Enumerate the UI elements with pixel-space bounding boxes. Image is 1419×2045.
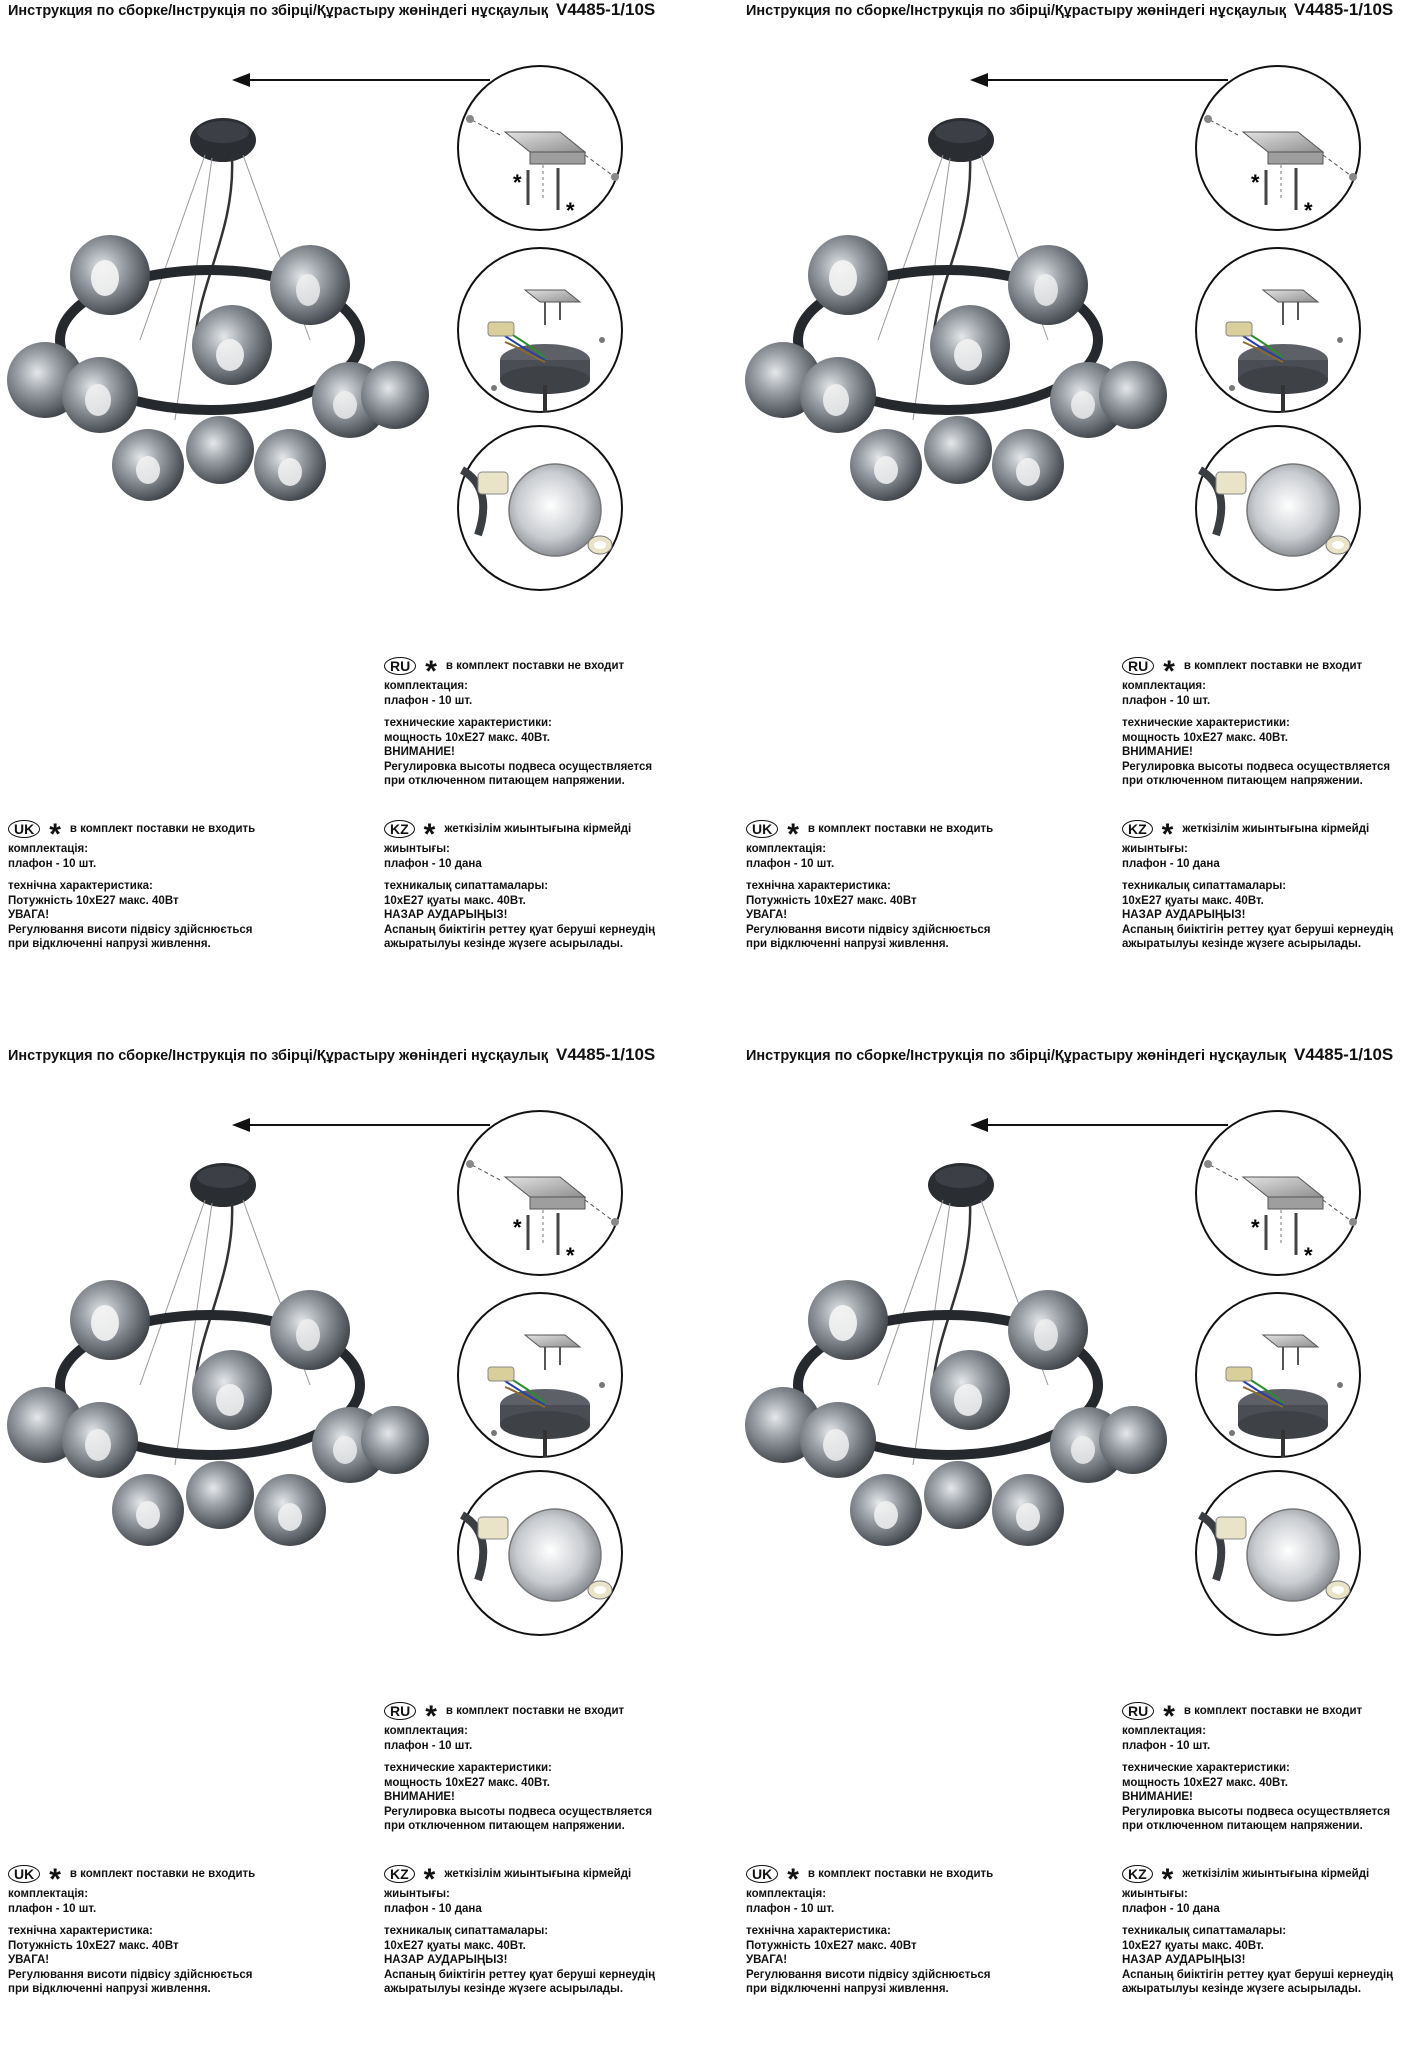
title-text: Инструкция по сборке/Інструкція по збірці/Құрастыру жөніндегі нұсқаулық — [8, 3, 548, 19]
kit-label: комплектация: — [384, 680, 468, 692]
warning-label: НАЗАР АУДАРЫҢЫЗ! — [384, 909, 508, 921]
instruction-sheet — [738, 0, 1419, 1000]
model-number: V4485-1/10S — [556, 1045, 656, 1064]
detail-shade-mounting — [1196, 426, 1360, 590]
kit-value: плафон - 10 шт. — [384, 1739, 473, 1752]
info-block-ru — [384, 1700, 652, 1834]
instruction-sheet — [738, 1045, 1419, 2045]
not-included-mark-1: * — [513, 1215, 522, 1240]
spec-value: Потужність 10хЕ27 макс. 40Вт — [8, 1939, 179, 1952]
warning-text-1: Аспаның биіктігін реттеу қуат беруші кернеудің — [384, 923, 656, 936]
spec-value: мощность 10хЕ27 макс. 40Вт. — [1122, 1776, 1288, 1789]
warning-text-2: ажыратылуы кезінде жүзеге асырылады. — [1122, 1983, 1362, 1995]
lang-badge-ru: RU — [384, 1702, 416, 1720]
kit-label: комплектація: — [746, 1888, 827, 1900]
detail-wiring — [1196, 248, 1360, 412]
instruction-sheet — [0, 0, 709, 1000]
instruction-sheet — [0, 1045, 709, 2045]
warning-text-2: ажыратылуы кезінде жүзеге асырылады. — [384, 1983, 624, 1995]
warning-text-2: при отключенном питающем напряжении. — [384, 1820, 625, 1832]
arrow-to-detail — [232, 1118, 490, 1132]
kit-label: комплектація: — [746, 843, 827, 855]
warning-text-2: при відключенні напрузі живлення. — [8, 938, 211, 950]
spec-label: технические характеристики: — [1122, 1762, 1290, 1774]
warning-text-2: ажыратылуы кезінде жүзеге асырылады. — [1122, 938, 1362, 950]
warning-label: ВНИМАНИЕ! — [384, 1791, 455, 1803]
warning-label: УВАГА! — [746, 1954, 788, 1966]
lang-badge-kz: KZ — [1122, 1865, 1153, 1883]
warning-text-1: Аспаның биіктігін реттеу қуат беруші кернеудің — [1122, 923, 1394, 936]
title-text: Инструкция по сборке/Інструкція по збірці/Құрастыру жөніндегі нұсқаулық — [746, 1048, 1286, 1064]
warning-text-1: Регулювання висоти підвісу здійснюється — [746, 1968, 991, 1981]
spec-label: технические характеристики: — [384, 717, 552, 729]
kit-label: жиынтығы: — [1122, 843, 1188, 855]
instruction-title — [8, 1045, 655, 1065]
warning-text-2: при відключенні напрузі живлення. — [746, 1983, 949, 1995]
model-number: V4485-1/10S — [556, 0, 656, 19]
spec-value: Потужність 10хЕ27 макс. 40Вт — [746, 1939, 917, 1952]
not-included-mark-2: * — [1304, 198, 1313, 223]
arrow-to-detail — [970, 73, 1228, 87]
asterisk-icon: * — [1163, 1700, 1175, 1733]
detail-shade-mounting — [458, 426, 622, 590]
instruction-title — [746, 0, 1393, 20]
not-included-note: жеткізілім жиынтығына кірмейді — [1182, 822, 1370, 835]
info-block-kz — [1122, 1863, 1393, 1997]
spec-value: 10хЕ27 қуаты макс. 40Вт. — [384, 894, 526, 907]
ceiling-canopy — [190, 1163, 256, 1207]
kit-value: плафон - 10 дана — [1122, 1902, 1220, 1915]
kit-label: жиынтығы: — [384, 843, 450, 855]
kit-label: комплектация: — [1122, 680, 1206, 692]
model-number: V4485-1/10S — [1294, 0, 1394, 19]
kit-label: жиынтығы: — [384, 1888, 450, 1900]
warning-label: УВАГА! — [746, 909, 788, 921]
detail-mounting-bracket — [1196, 66, 1360, 230]
kit-value: плафон - 10 шт. — [1122, 1739, 1211, 1752]
warning-text-1: Аспаның биіктігін реттеу қуат беруші кернеудің — [384, 1968, 656, 1981]
lang-badge-ru: RU — [384, 657, 416, 675]
not-included-mark-2: * — [566, 1243, 575, 1268]
warning-text-1: Регулировка высоты подвеса осуществляется — [384, 760, 653, 773]
lang-badge-kz: KZ — [1122, 820, 1153, 838]
kit-value: плафон - 10 шт. — [746, 1902, 835, 1915]
lang-badge-kz: KZ — [384, 1865, 415, 1883]
kit-value: плафон - 10 шт. — [384, 694, 473, 707]
lang-badge-uk: UK — [8, 820, 40, 838]
asterisk-icon: * — [1161, 1863, 1174, 1896]
chandelier-assembly-illustration — [738, 1085, 1419, 1675]
warning-text-1: Регулировка высоты подвеса осуществляется — [1122, 760, 1391, 773]
spec-label: технічна характеристика: — [746, 880, 891, 892]
warning-text-2: ажыратылуы кезінде жүзеге асырылады. — [384, 938, 624, 950]
kit-value: плафон - 10 шт. — [8, 857, 97, 870]
detail-wiring — [458, 1293, 622, 1457]
asterisk-icon: * — [1161, 818, 1174, 851]
kit-value: плафон - 10 шт. — [1122, 694, 1211, 707]
asterisk-icon: * — [423, 818, 436, 851]
detail-mounting-bracket — [458, 66, 622, 230]
warning-text-2: при відключенні напрузі живлення. — [8, 1983, 211, 1995]
warning-label: НАЗАР АУДАРЫҢЫЗ! — [1122, 909, 1246, 921]
warning-text-2: при отключенном питающем напряжении. — [1122, 775, 1363, 787]
not-included-note: жеткізілім жиынтығына кірмейді — [1182, 1867, 1370, 1880]
instruction-title — [746, 1045, 1393, 1065]
info-block-uk — [746, 1863, 993, 1997]
warning-text-1: Регулировка высоты подвеса осуществляется — [384, 1805, 653, 1818]
warning-text-1: Регулировка высоты подвеса осуществляется — [1122, 1805, 1391, 1818]
info-block-kz — [1122, 818, 1393, 952]
not-included-note: в комплект поставки не входит — [1183, 659, 1363, 672]
lang-badge-ru: RU — [1122, 1702, 1154, 1720]
warning-text-1: Регулювання висоти підвісу здійснюється — [746, 923, 991, 936]
chandelier-assembly-illustration — [0, 40, 709, 630]
kit-value: плафон - 10 шт. — [746, 857, 835, 870]
warning-text-2: при відключенні напрузі живлення. — [746, 938, 949, 950]
not-included-note: жеткізілім жиынтығына кірмейді — [444, 822, 632, 835]
spec-label: техникалық сипаттамалары: — [1122, 1925, 1287, 1937]
detail-shade-mounting — [458, 1471, 622, 1635]
lang-badge-kz: KZ — [384, 820, 415, 838]
warning-text-1: Регулювання висоти підвісу здійснюється — [8, 1968, 253, 1981]
lang-badge-ru: RU — [1122, 657, 1154, 675]
spec-label: технические характеристики: — [1122, 717, 1290, 729]
info-block-uk — [8, 1863, 255, 1997]
not-included-note: в комплект поставки не входить — [69, 1867, 256, 1880]
spec-value: 10хЕ27 қуаты макс. 40Вт. — [1122, 1939, 1264, 1952]
detail-mounting-bracket — [1196, 1111, 1360, 1275]
warning-text-2: при отключенном питающем напряжении. — [384, 775, 625, 787]
info-block-kz — [384, 1863, 655, 1997]
ceiling-canopy — [928, 1163, 994, 1207]
kit-label: комплектація: — [8, 1888, 89, 1900]
not-included-note: в комплект поставки не входить — [69, 822, 256, 835]
spec-label: технічна характеристика: — [8, 880, 153, 892]
not-included-mark-2: * — [566, 198, 575, 223]
kit-value: плафон - 10 шт. — [8, 1902, 97, 1915]
asterisk-icon: * — [787, 1863, 799, 1896]
kit-value: плафон - 10 дана — [384, 1902, 482, 1915]
warning-text-1: Регулювання висоти підвісу здійснюється — [8, 923, 253, 936]
kit-label: комплектація: — [8, 843, 89, 855]
not-included-note: в комплект поставки не входить — [807, 822, 994, 835]
info-block-kz — [384, 818, 655, 952]
not-included-note: в комплект поставки не входит — [1183, 1704, 1363, 1717]
asterisk-icon: * — [423, 1863, 436, 1896]
lang-badge-uk: UK — [746, 1865, 778, 1883]
arrow-to-detail — [232, 73, 490, 87]
spec-value: 10хЕ27 қуаты макс. 40Вт. — [1122, 894, 1264, 907]
info-block-uk — [746, 818, 993, 952]
asterisk-icon: * — [49, 1863, 61, 1896]
warning-label: НАЗАР АУДАРЫҢЫЗ! — [1122, 1954, 1246, 1966]
kit-value: плафон - 10 дана — [384, 857, 482, 870]
spec-label: технічна характеристика: — [746, 1925, 891, 1937]
spec-value: 10хЕ27 қуаты макс. 40Вт. — [384, 1939, 526, 1952]
warning-label: ВНИМАНИЕ! — [1122, 1791, 1193, 1803]
spec-label: технічна характеристика: — [8, 1925, 153, 1937]
detail-mounting-bracket — [458, 1111, 622, 1275]
asterisk-icon: * — [1163, 655, 1175, 688]
ceiling-canopy — [928, 118, 994, 162]
spec-value: мощность 10хЕ27 макс. 40Вт. — [1122, 731, 1288, 744]
spec-label: техникалық сипаттамалары: — [384, 1925, 549, 1937]
warning-text-2: при отключенном питающем напряжении. — [1122, 1820, 1363, 1832]
lang-badge-uk: UK — [746, 820, 778, 838]
not-included-note: в комплект поставки не входит — [445, 1704, 625, 1717]
lang-badge-uk: UK — [8, 1865, 40, 1883]
spec-value: мощность 10хЕ27 макс. 40Вт. — [384, 731, 550, 744]
model-number: V4485-1/10S — [1294, 1045, 1394, 1064]
kit-label: жиынтығы: — [1122, 1888, 1188, 1900]
detail-wiring — [458, 248, 622, 412]
spec-value: мощность 10хЕ27 макс. 40Вт. — [384, 1776, 550, 1789]
title-text: Инструкция по сборке/Інструкція по збірці/Құрастыру жөніндегі нұсқаулық — [8, 1048, 548, 1064]
warning-label: ВНИМАНИЕ! — [384, 746, 455, 758]
ceiling-canopy — [190, 118, 256, 162]
info-block-ru — [384, 655, 652, 789]
not-included-note: жеткізілім жиынтығына кірмейді — [444, 1867, 632, 1880]
spec-value: Потужність 10хЕ27 макс. 40Вт — [8, 894, 179, 907]
not-included-note: в комплект поставки не входит — [445, 659, 625, 672]
not-included-mark-1: * — [513, 170, 522, 195]
warning-label: ВНИМАНИЕ! — [1122, 746, 1193, 758]
warning-label: НАЗАР АУДАРЫҢЫЗ! — [384, 1954, 508, 1966]
asterisk-icon: * — [425, 655, 437, 688]
kit-label: комплектация: — [1122, 1725, 1206, 1737]
kit-value: плафон - 10 дана — [1122, 857, 1220, 870]
warning-text-1: Аспаның биіктігін реттеу қуат беруші кернеудің — [1122, 1968, 1394, 1981]
asterisk-icon: * — [425, 1700, 437, 1733]
warning-label: УВАГА! — [8, 909, 50, 921]
kit-label: комплектация: — [384, 1725, 468, 1737]
info-block-ru — [1122, 1700, 1390, 1834]
not-included-mark-1: * — [1251, 1215, 1260, 1240]
title-text: Инструкция по сборке/Інструкція по збірці/Құрастыру жөніндегі нұсқаулық — [746, 3, 1286, 19]
warning-label: УВАГА! — [8, 1954, 50, 1966]
info-block-uk — [8, 818, 255, 952]
spec-label: технические характеристики: — [384, 1762, 552, 1774]
detail-shade-mounting — [1196, 1471, 1360, 1635]
arrow-to-detail — [970, 1118, 1228, 1132]
asterisk-icon: * — [787, 818, 799, 851]
not-included-mark-2: * — [1304, 1243, 1313, 1268]
spec-label: техникалық сипаттамалары: — [1122, 880, 1287, 892]
chandelier-assembly-illustration — [0, 1085, 709, 1675]
not-included-note: в комплект поставки не входить — [807, 1867, 994, 1880]
spec-label: техникалық сипаттамалары: — [384, 880, 549, 892]
asterisk-icon: * — [49, 818, 61, 851]
info-block-ru — [1122, 655, 1390, 789]
detail-wiring — [1196, 1293, 1360, 1457]
chandelier-assembly-illustration — [738, 40, 1419, 630]
instruction-title — [8, 0, 655, 20]
not-included-mark-1: * — [1251, 170, 1260, 195]
spec-value: Потужність 10хЕ27 макс. 40Вт — [746, 894, 917, 907]
